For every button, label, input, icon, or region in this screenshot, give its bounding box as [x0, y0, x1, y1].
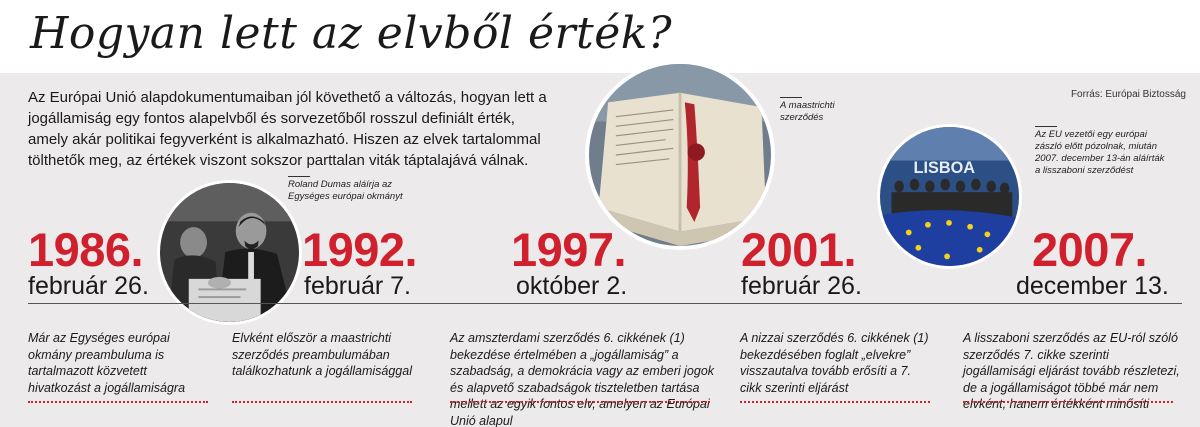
desc-1997: Az amszterdami szerződés 6. cikkének (1) bekezdése értelmében a „jogállamiság” a szabadság, a demokrácia vagy az emberi jogok és alapvető szabadságok tiszteletben tartása mellett az egyik fontos elv, amelyen az Európai Unió alapul	[450, 331, 715, 427]
timeline-axis	[28, 303, 1182, 304]
dotted-divider	[740, 401, 930, 403]
dotted-divider	[450, 401, 710, 403]
lisboa-sign: LISBOA	[913, 159, 976, 178]
caption-rule	[288, 176, 310, 177]
date-2007: december 13.	[1016, 272, 1169, 300]
caption-signing-text: Roland Dumas aláírja az Egységes európai okmányt	[288, 179, 403, 202]
year-1992: 1992.	[302, 223, 418, 276]
date-1992: február 7.	[304, 272, 412, 300]
desc-2007: A lisszaboni szerződés az EU-ról szóló szerződés 7. cikke szerinti jogállamisági eljárást tovább részletezi, de a jogállamiságot többé már nem elvként, hanem értékként minősíti	[963, 331, 1180, 411]
year-1986: 1986.	[28, 223, 144, 276]
caption-treaty	[780, 97, 880, 124]
year-2001: 2001.	[741, 223, 857, 276]
year-2007: 2007.	[1032, 223, 1148, 276]
caption-signing	[288, 176, 428, 203]
page-title: Hogyan lett az elvből érték?	[30, 8, 673, 59]
dotted-divider	[28, 401, 208, 403]
desc-2001: A nizzai szerződés 6. cikkének (1) bekezdésében foglalt „elvekre” visszautalva tovább erősíti a 7. cikk szerinti eljárást	[740, 331, 929, 395]
caption-treaty-text: A maastrichti szerződés	[780, 100, 835, 123]
dotted-divider	[963, 401, 1173, 403]
date-1986: február 26.	[28, 272, 149, 300]
intro-text: Az Európai Unió alapdokumentumaiban jól követhető a változás, hogyan lett a jogállamiság egy fontos alapelvből és sorvezetőből rosszul definiált érték, amely akár politikai fegyverként is alkalmazható. Hiszen az elvek tartalommal tölthetők meg, az értékek viszont sokszor parttalan viták táptalajává válnak.	[28, 89, 547, 169]
date-1997: október 2.	[516, 272, 628, 300]
dotted-divider	[232, 401, 412, 403]
lisbon-photo	[877, 124, 1022, 269]
caption-lisbon-text: Az EU vezetői egy európai zászló előtt pózolnak, miután 2007. december 13-án aláírták a lisszaboni szerződést	[1035, 129, 1165, 176]
source-credit: Forrás: Európai Biztosság	[1070, 89, 1186, 100]
caption-rule	[1035, 126, 1057, 127]
caption-rule	[780, 97, 802, 98]
desc-1992: Elvként először a maastrichti szerződés preambulumában találkozhatunk a jogállamisággal	[232, 331, 412, 378]
date-2001: február 26.	[741, 272, 862, 300]
caption-lisbon	[1035, 126, 1165, 177]
year-1997: 1997.	[511, 223, 627, 276]
desc-1986: Már az Egységes európai okmány preambuluma is tartalmazott közvetett hivatkozást a jogállamiságra	[28, 331, 186, 395]
